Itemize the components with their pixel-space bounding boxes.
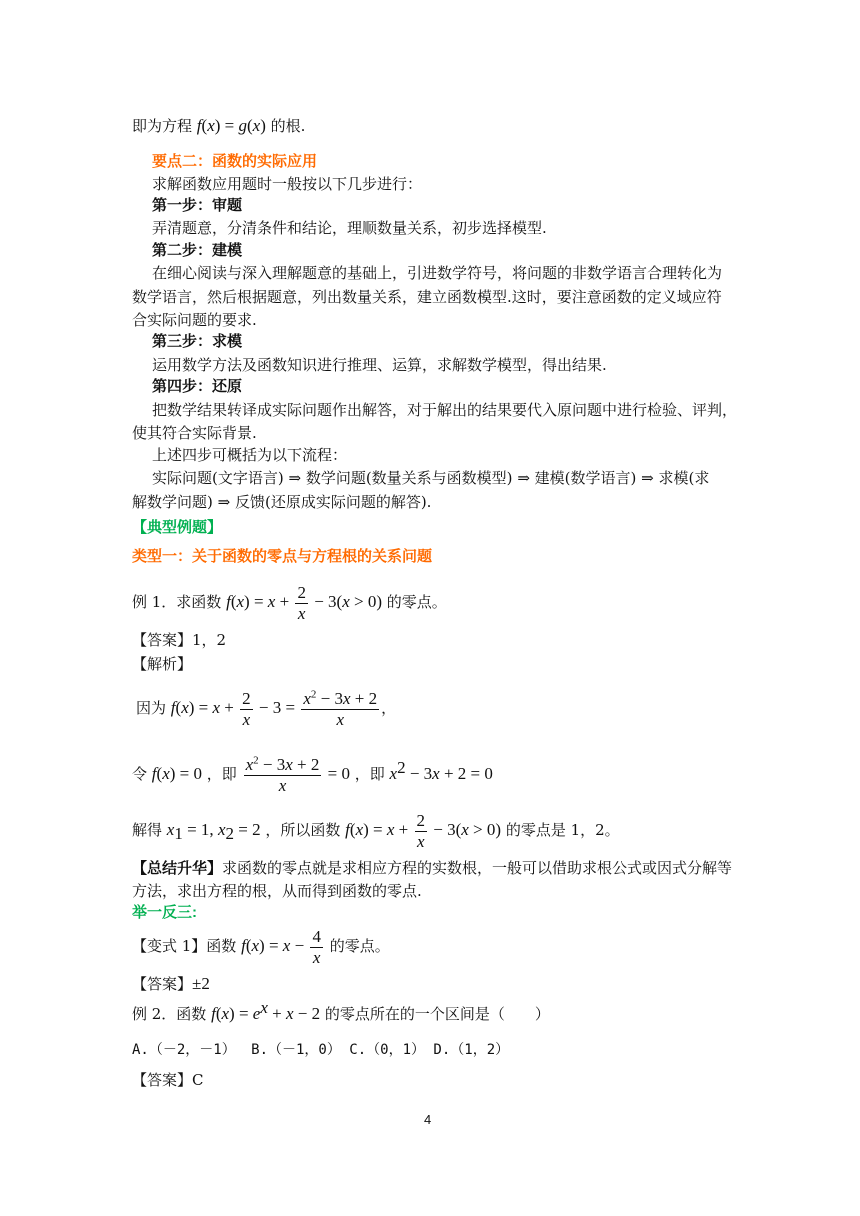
- implies-arrow-icon: ⇒: [512, 469, 535, 487]
- example2-options: A.（－2，－1） B.（－1，0） C.（0，1） D.（1，2）: [132, 1042, 510, 1058]
- example1-suffix: 的零点。: [386, 593, 447, 611]
- implies-arrow-icon: ⇒: [283, 469, 306, 487]
- intro-tail: 即为方程 f(x) = g(x) 的根.: [132, 116, 306, 135]
- flow-line-2: [132, 492, 431, 512]
- section2-intro: 求解函数应用题时一般按以下几步进行：: [152, 175, 423, 193]
- example1-answer-value: 1，2: [192, 631, 227, 649]
- step1-text: 弄清题意，分清条件和结论，理顺数量关系，初步选择模型.: [152, 219, 547, 237]
- variant1-statement: 【变式 1】函数 f(x) = x − $\frac{4}{x}$ 的零点。: [132, 926, 390, 967]
- step2-text-1: 在细心阅读与深入理解题意的基础上，引进数学符号，将问题的非数学语言合理转化为: [152, 264, 723, 282]
- implies-arrow-icon: ⇒: [636, 469, 659, 487]
- summary-line-1: 【总结升华】求函数的零点就是求相应方程的实数根，一般可以借助求根公式或因式分解等: [132, 859, 733, 877]
- variant1-answer-value: ±2: [192, 974, 210, 993]
- implies-arrow-icon: ⇒: [212, 493, 235, 511]
- example1-step1: 因为 f(x) = x + $\frac{2}{x}$ − 3 = $\frac{x^2 - 3x + 2}{x}$ ，: [136, 687, 397, 729]
- type1-heading: 类型一：关于函数的零点与方程根的关系问题: [132, 548, 433, 565]
- flow-step: 求模(求: [658, 469, 710, 487]
- summary-line-2: 方法，求出方程的根，从而得到函数的零点.: [132, 882, 422, 900]
- summary-label: 【总结升华】: [132, 860, 223, 877]
- flow-step: 实际问题(文字语言): [152, 469, 284, 487]
- section2-title: 要点二：函数的实际应用: [152, 153, 318, 170]
- example1-step2: 令 f(x) = 0 ，即 $\frac{x^2 - 3x + 2}{x}$ = 0 ，即 $x^2 - 3x + 2 = 0$: [132, 753, 493, 795]
- step4-title: 第四步：还原: [152, 378, 243, 395]
- intro-prefix: 即为方程: [132, 117, 193, 135]
- example1-statement: 例 1．求函数 f(x) = x + $\frac{2}{x}$ − 3(x > 0) 的零点。: [132, 582, 447, 623]
- step3-text: 运用数学方法及函数知识进行推理、运算，求解数学模型，得出结果.: [152, 356, 607, 374]
- intro-suffix: 的根.: [270, 117, 306, 135]
- example2-statement: 例 2．函数 $f(x) = e^x + x - 2$ 的零点所在的一个区间是（ ）: [132, 998, 550, 1023]
- flow-step: 建模(数学语言): [534, 469, 637, 487]
- variant-heading: 举一反三:: [132, 904, 197, 921]
- page-number: 4: [424, 1112, 432, 1127]
- equation-f-equals-g: f: [196, 116, 202, 135]
- step2-text-2: 数学语言，然后根据题意，列出数量关系，建立函数模型.这时，要注意函数的定义域应符: [132, 288, 722, 306]
- example2-answer: 【答案】C: [132, 1071, 204, 1089]
- examples-heading: 【典型例题】: [132, 519, 223, 536]
- example2-answer-value: C: [192, 1071, 204, 1089]
- step2-title: 第二步：建模: [152, 242, 243, 259]
- flow-summary: 上述四步可概括为以下流程：: [152, 446, 348, 464]
- flow-line-1: [152, 468, 709, 488]
- step2-text-3: 合实际问题的要求.: [132, 311, 257, 329]
- step1-title: 第一步：审题: [152, 197, 243, 214]
- example1-analysis-label: 【解析】: [132, 655, 193, 673]
- step4-text-1: 把数学结果转译成实际问题作出解答，对于解出的结果要代入原问题中进行检验、评判，: [152, 401, 738, 419]
- example1-step3: 解得 $x_1 = 1$, $x_2 = 2$ ，所以函数 f(x) = x + $\frac{2}{x}$ − 3(x > 0) 的零点是 1，2。: [132, 810, 620, 851]
- flow-step: 反馈(还原成实际问题的解答).: [234, 493, 432, 511]
- example1-prefix: 例 1．求函数: [132, 593, 222, 611]
- variant1-answer: 【答案】±2: [132, 974, 210, 993]
- example1-answer: 【答案】1，2: [132, 631, 227, 649]
- step3-title: 第三步：求模: [152, 333, 243, 350]
- flow-step: 数学问题(数量关系与函数模型): [305, 469, 513, 487]
- step4-text-2: 使其符合实际背景.: [132, 424, 257, 442]
- function-formula: f: [226, 592, 231, 611]
- flow-step: 解数学问题): [132, 493, 213, 511]
